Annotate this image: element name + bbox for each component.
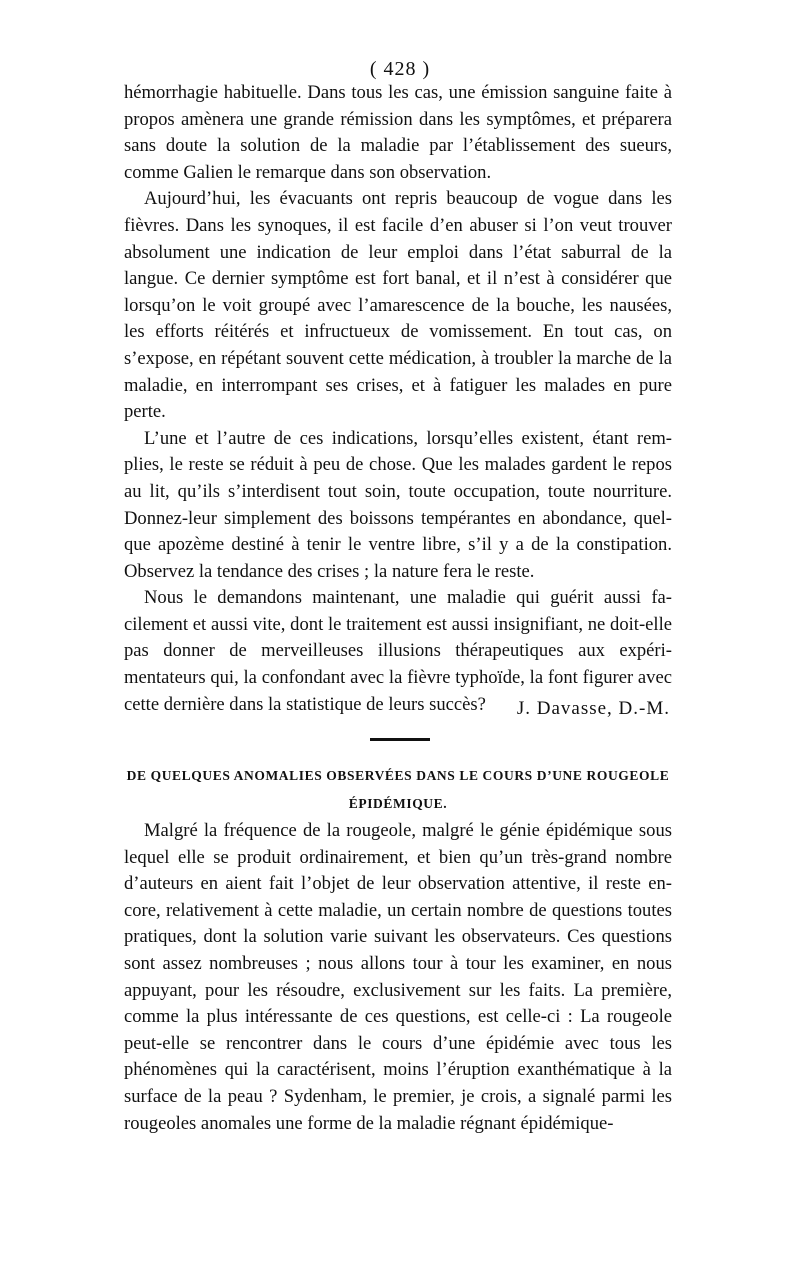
paragraph: Malgré la fréquence de la rougeole, malgré le génie épidémique sous lequel elle se produit ordinairement, et bien qu’un très-grand nombre d’auteurs en aient fait l’objet de leur observation attentive, il reste encore, relativement à cette maladie, un certain nombre de questions toutes pratiques, dont la solution varie suivant les observateurs. Ces questions sont assez nombreuses ; nous allons tour à tour les examiner, en nous appuyant, pour les résoudre, exclusivement sur les faits. La première, comme la plus intéressante de ces questions, est celle-ci : La rougeole peut-elle se rencontrer dans le cours d’une épidémie avec tous les phénomènes qui la caractérisent, moins l’éruption exanthématique à la surface de la peau ? Sydenham, le premier, je crois, a signalé parmi les rougeoles anomales une forme de la maladie régnant épidémique- <box>124 820 672 1134</box>
paragraph: Nous le demandons maintenant, une maladie qui guérit aussi facilement et aussi vite, dont le traitement est aussi insignifiant, ne doit-elle pas donner de merveilleuses illusions thérapeutiques aux expérimentateurs qui, la confondant avec la fièvre typhoïde, la font figurer avec cette dernière dans la statistique de leurs succès? <box>124 587 672 715</box>
article-body-bottom <box>124 818 672 1137</box>
article-title: DE QUELQUES ANOMALIES OBSERVÉES DANS LE COURS D’UNE ROUGEOLE ÉPIDÉMIQUE. <box>126 768 670 811</box>
page-number: ( 428 ) <box>369 58 431 80</box>
author-signature: J. Davasse, D.-M. <box>516 698 670 719</box>
section-divider <box>370 738 430 741</box>
paragraph: L’une et l’autre de ces indications, lorsqu’elles existent, étant remplies, le reste se réduit à peu de chose. Que les malades gardent le repos au lit, qu’ils s’interdisent tout soin, toute occupation, toute nourriture. Donnez-leur simplement des boissons tempérantes en abondance, quelque apozème destiné à tenir le ventre libre, s’il y a de la constipation. Observez la tendance des crises ; la nature fera le reste. <box>124 427 672 582</box>
paragraph: hémorrhagie habituelle. Dans tous les cas, une émission sanguine faite à propos amènera une grande rémission dans les symptômes, et préparera sans doute la solution de la maladie par l’établissement des sueurs, comme Galien le remarque dans son observation. <box>124 82 672 183</box>
paragraph: Aujourd’hui, les évacuants ont repris beaucoup de vogue dans les fièvres. Dans les synoques, il est facile d’en abuser si l’on veut trouver absolument une indication de leur emploi dans l’état saburral de la langue. Ce dernier symptôme est fort banal, et il n’est à considérer que lorsqu’on le voit groupé avec l’amarescence de la bouche, les nausées, les efforts réitérés et infructueux de vomissement. En tout cas, on s’expose, en répétant souvent cette médication, à troubler la marche de la maladie, en interrompant ses crises, et à fatiguer les malades en pure perte. <box>124 188 672 423</box>
article-body-top <box>124 80 672 718</box>
